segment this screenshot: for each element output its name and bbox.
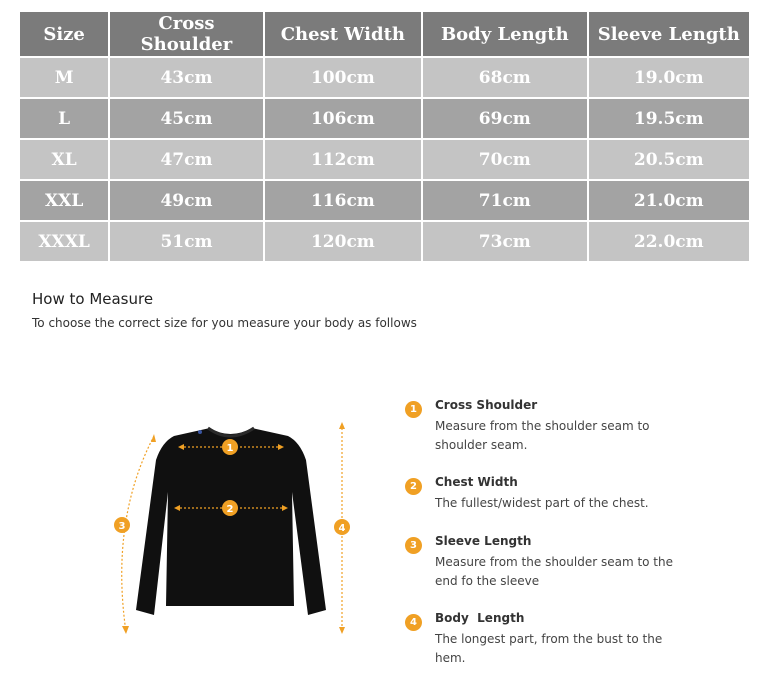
arrowhead: [339, 422, 345, 429]
how-to-measure-title: How to Measure: [32, 290, 154, 308]
legend-description: Measure from the shoulder seam to shoulder seam.: [435, 419, 650, 452]
cell-body-length: 69cm: [423, 99, 586, 138]
header-sleeve-length: Sleeve Length: [589, 12, 749, 56]
arrowhead: [122, 626, 129, 634]
table-row: [20, 99, 749, 138]
logo-mark: [198, 430, 202, 434]
marker-1-label: 1: [226, 443, 234, 454]
cell-size: XXL: [20, 181, 108, 220]
size-chart-table: [18, 10, 751, 263]
cell-body-length: 73cm: [423, 222, 586, 261]
header-cross-shoulder: Cross Shoulder: [110, 12, 262, 56]
cell-sleeve-length: 22.0cm: [589, 222, 749, 261]
header-chest-width: Chest Width: [265, 12, 421, 56]
table-header-row: [20, 12, 749, 56]
marker-4-label: 4: [338, 523, 346, 534]
cell-cross-shoulder: 51cm: [110, 222, 262, 261]
cell-cross-shoulder: 45cm: [110, 99, 262, 138]
cell-chest-width: 112cm: [265, 140, 421, 179]
cell-body-length: 71cm: [423, 181, 586, 220]
cell-sleeve-length: 20.5cm: [589, 140, 749, 179]
marker-2-label: 2: [226, 504, 234, 515]
sweater-shape: [136, 428, 326, 615]
table-row: [20, 58, 749, 97]
legend-number-badge: 3: [405, 537, 422, 554]
legend-number-badge: 2: [405, 478, 422, 495]
table-row: [20, 181, 749, 220]
legend-title: Body Length: [435, 611, 525, 625]
cell-chest-width: 116cm: [265, 181, 421, 220]
cell-sleeve-length: 19.0cm: [589, 58, 749, 97]
cell-chest-width: 106cm: [265, 99, 421, 138]
cell-sleeve-length: 21.0cm: [589, 181, 749, 220]
cell-size: XXXL: [20, 222, 108, 261]
cell-cross-shoulder: 49cm: [110, 181, 262, 220]
cell-chest-width: 120cm: [265, 222, 421, 261]
legend-title: Chest Width: [435, 475, 518, 489]
cell-sleeve-length: 19.5cm: [589, 99, 749, 138]
cell-body-length: 68cm: [423, 58, 586, 97]
legend-description: The fullest/widest part of the chest.: [435, 496, 649, 510]
marker-3-label: 3: [118, 521, 126, 532]
table-row: [20, 140, 749, 179]
legend-number-badge: 1: [405, 401, 422, 418]
garment-diagram: [100, 410, 370, 650]
arrowhead: [339, 627, 345, 634]
sweater-illustration: [100, 410, 370, 650]
legend-description: The longest part, from the bust to the hem.: [435, 632, 663, 665]
cell-size: XL: [20, 140, 108, 179]
legend-title: Cross Shoulder: [435, 398, 538, 412]
table-row: [20, 222, 749, 261]
cell-cross-shoulder: 43cm: [110, 58, 262, 97]
cell-body-length: 70cm: [423, 140, 586, 179]
cell-cross-shoulder: 47cm: [110, 140, 262, 179]
legend-title: Sleeve Length: [435, 534, 532, 548]
header-body-length: Body Length: [423, 12, 586, 56]
header-size: Size: [20, 12, 108, 56]
cell-size: M: [20, 58, 108, 97]
cell-chest-width: 100cm: [265, 58, 421, 97]
legend-number-badge: 4: [405, 614, 422, 631]
legend-description: Measure from the shoulder seam to the end fo the sleeve: [435, 555, 673, 588]
cell-size: L: [20, 99, 108, 138]
arrowhead: [151, 434, 156, 442]
how-to-measure-subtitle: To choose the correct size for you measure your body as follows: [32, 316, 417, 330]
